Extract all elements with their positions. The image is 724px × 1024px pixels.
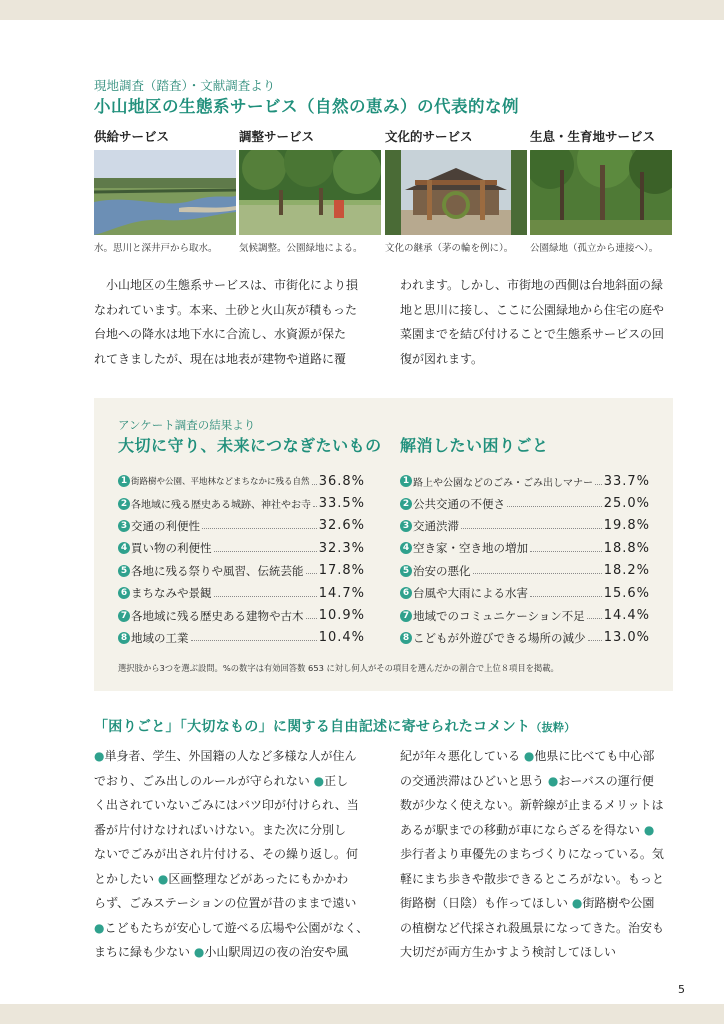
rank-label: 買い物の利便性	[131, 541, 212, 556]
dotted-leader	[202, 528, 317, 529]
dotted-leader	[530, 551, 602, 552]
rank-number-badge: 8	[400, 632, 412, 644]
survey-left-title: 大切に守り、未来につなぎたいもの	[118, 436, 382, 455]
dotted-leader	[461, 528, 602, 529]
comment-line	[94, 940, 370, 965]
rank-row	[118, 492, 365, 514]
rank-percentage: 25.0%	[603, 496, 650, 512]
rank-number-badge: 6	[118, 587, 130, 599]
comment-line	[94, 916, 370, 941]
caption-habitat: 公園緑地（孤立から連接へ）。	[530, 243, 659, 254]
rank-percentage: 15.6%	[603, 585, 650, 601]
rank-row	[400, 627, 650, 649]
rank-number-badge: 5	[400, 565, 412, 577]
comment-text: 街路樹（日陰）も作ってほしい	[400, 896, 572, 910]
section-title: 小山地区の生態系サービス（自然の恵み）の代表的な例	[94, 97, 519, 116]
comment-line	[94, 793, 370, 818]
comment-line	[94, 891, 370, 916]
comment-line	[400, 940, 676, 965]
dotted-leader	[306, 573, 317, 574]
comments-title-suffix: （抜粋）	[530, 721, 576, 734]
river-photo	[94, 150, 236, 235]
rank-number-badge: 6	[400, 587, 412, 599]
rank-percentage: 18.8%	[603, 540, 650, 556]
rank-row	[118, 582, 365, 604]
rank-row	[118, 537, 365, 559]
rank-number-badge: 5	[118, 565, 130, 577]
comments-left-column	[94, 744, 370, 965]
dotted-leader	[507, 506, 602, 507]
rank-number-badge: 7	[118, 610, 130, 622]
bullet-icon: ●	[313, 773, 325, 788]
body-line: われます。しかし、市街地の西側は台地斜面の緑	[400, 278, 664, 292]
survey-subtitle: アンケート調査の結果より	[118, 418, 256, 432]
comments-title-main: 「困りごと」「大切なもの」に関する自由記述に寄せられたコメント	[94, 719, 531, 735]
comment-line	[400, 916, 676, 941]
comment-text: おーバスの運行便	[558, 773, 654, 788]
rank-number-badge: 4	[400, 542, 412, 554]
rank-label: 各地域に残る歴史ある城跡、神社やお寺	[131, 500, 311, 512]
comment-text: 正し	[324, 773, 349, 788]
shrine-photo	[385, 150, 527, 235]
body-line: 台地への降水は地下水に合流し、水資源が保た	[94, 327, 347, 341]
comment-line	[94, 818, 370, 843]
keep-ranking-list	[118, 470, 365, 649]
bullet-icon: ●	[643, 822, 655, 837]
body-line: 小山地区の生態系サービスは、市街化により損	[106, 278, 359, 292]
rank-row	[400, 470, 650, 492]
rank-percentage: 36.8%	[318, 473, 365, 489]
rank-number-badge: 3	[118, 520, 130, 532]
body-line: 復が図れます。	[400, 351, 484, 366]
rank-row	[400, 582, 650, 604]
rank-number-badge: 2	[400, 498, 412, 510]
rank-number-badge: 3	[400, 520, 412, 532]
rank-row	[118, 627, 365, 649]
rank-row	[118, 470, 365, 492]
rank-label: 各地域に残る歴史ある建物や古木	[131, 608, 304, 623]
rank-number-badge: 2	[118, 498, 130, 510]
rank-percentage: 17.8%	[318, 563, 365, 579]
problem-ranking-list	[400, 470, 650, 649]
rank-label: 街路樹や公園、平地林などまちなかに残る自然	[131, 477, 310, 488]
bullet-icon: ●	[193, 945, 205, 959]
comment-text: らず、ごみステーションの位置が昔のままで遠い	[94, 896, 357, 910]
category-label-regulating: 調整サービス	[239, 129, 315, 144]
dotted-leader	[588, 640, 602, 641]
rank-percentage: 10.4%	[318, 630, 365, 646]
rank-percentage: 32.6%	[318, 518, 365, 534]
rank-percentage: 10.9%	[318, 608, 365, 624]
rank-percentage: 19.8%	[603, 518, 650, 534]
body-text-right	[400, 273, 676, 371]
rank-percentage: 33.5%	[318, 496, 365, 512]
comment-text: く出されていないごみにはバツ印が付けられ、当	[94, 798, 359, 812]
bullet-icon: ●	[157, 871, 169, 886]
dotted-leader	[587, 618, 602, 619]
dotted-leader	[214, 596, 317, 597]
comment-line	[400, 793, 676, 818]
comment-line	[94, 744, 370, 769]
comment-text: ないでごみが出され片付ける、その繰り返し。何	[94, 847, 359, 861]
forest-photo	[530, 150, 672, 235]
rank-label: 地域の工業	[131, 630, 189, 645]
comment-line	[400, 867, 676, 892]
comment-text: 歩行者より車優先のまちづくりになっている。気	[400, 847, 664, 861]
section-subtitle: 現地調査（踏査）・文献調査より	[94, 78, 276, 93]
rank-row	[118, 560, 365, 582]
dotted-leader	[473, 573, 602, 574]
rank-label: 空き家・空き地の増加	[413, 541, 528, 556]
comment-line	[94, 867, 370, 892]
bullet-icon: ●	[94, 920, 105, 935]
rank-number-badge: 1	[400, 475, 412, 487]
body-line: なわれています。本来、土砂と火山灰が積もった	[94, 302, 358, 317]
survey-right-title: 解消したい困りごと	[400, 436, 549, 455]
body-line: れてきましたが、現在は地表が建物や道路に覆	[94, 351, 347, 366]
dotted-leader	[214, 551, 317, 552]
caption-cultural: 文化の継承（茅の輪を例に）。	[385, 243, 514, 254]
caption-regulating: 気候調整。公園緑地による。	[239, 243, 363, 254]
rank-row	[400, 515, 650, 537]
comments-right-column	[400, 744, 676, 965]
comment-text: あるが駅までの移動が車にならざるを得ない	[400, 822, 644, 837]
dotted-leader	[312, 484, 317, 485]
dotted-leader	[306, 618, 317, 619]
comment-line	[400, 769, 676, 794]
comment-text: の交通渋滞はひどいと思う	[400, 773, 548, 788]
rank-row	[400, 492, 650, 514]
dotted-leader	[313, 506, 317, 507]
bullet-icon: ●	[523, 749, 535, 763]
rank-percentage: 14.4%	[603, 608, 650, 624]
top-band	[0, 0, 724, 20]
comment-text: 大切だが両方生かすよう検討してほしい	[400, 945, 617, 959]
comment-text: の植樹など代採され殺風景になってきた。治安も	[400, 920, 665, 935]
bullet-icon: ●	[571, 896, 583, 910]
rank-label: 各地に残る祭りや風習、伝統芸能	[131, 563, 304, 578]
comment-text: 他県に比べても中心部	[534, 749, 655, 763]
bullet-icon: ●	[94, 749, 105, 763]
rank-percentage: 33.7%	[603, 473, 650, 489]
comment-line	[400, 744, 676, 769]
comment-text: 番が片付けなければいけない。また次に分別し	[94, 822, 347, 837]
rank-row	[400, 604, 650, 626]
rank-percentage: 14.7%	[318, 585, 365, 601]
rank-percentage: 32.3%	[318, 540, 365, 556]
rank-percentage: 18.2%	[603, 563, 650, 579]
rank-label: 治安の悪化	[413, 563, 471, 578]
comment-text: 紀が年々悪化している	[400, 749, 524, 763]
comment-text: こどもたちが安心して遊べる広場や公園がなく、	[104, 920, 369, 935]
comment-text: 街路樹や公園	[582, 896, 655, 910]
comment-text: とかしたい	[94, 871, 158, 886]
rank-percentage: 13.0%	[603, 630, 650, 646]
comment-text: 軽にまち歩きや散歩できるところがない。もっと	[400, 871, 665, 886]
body-line: 地と思川に接し、ここに公園緑地から住宅の庭や	[400, 302, 665, 317]
rank-label: 地域でのコミュニケーション不足	[413, 608, 585, 623]
comment-line	[94, 769, 370, 794]
rank-label: まちなみや景観	[131, 586, 212, 601]
bottom-band	[0, 1004, 724, 1024]
dotted-leader	[530, 596, 602, 597]
caption-supply: 水。思川と深井戸から取水。	[94, 243, 218, 254]
rank-row	[400, 537, 650, 559]
rank-row	[118, 604, 365, 626]
comment-line	[400, 891, 676, 916]
rank-label: 台風や大雨による水害	[413, 586, 528, 601]
dotted-leader	[191, 640, 317, 641]
rank-label: 路上や公園などのごみ・ごみ出しマナー	[413, 477, 593, 489]
page-number: 5	[678, 983, 685, 996]
rank-label: 交通渋滞	[413, 518, 459, 533]
rank-row	[400, 560, 650, 582]
rank-label: 交通の利便性	[131, 518, 200, 533]
body-line: 菜園までを結び付けることで生態系サービスの回	[400, 327, 665, 341]
rank-number-badge: 1	[118, 475, 130, 487]
bullet-icon: ●	[547, 773, 559, 788]
rank-row	[118, 515, 365, 537]
category-label-cultural: 文化的サービス	[385, 129, 473, 144]
comment-line	[400, 818, 676, 843]
comment-text: 小山駅周辺の夜の治安や風	[204, 945, 349, 959]
rank-number-badge: 4	[118, 542, 130, 554]
park-photo	[239, 150, 381, 235]
rank-label: こどもが外遊びできる場所の減少	[413, 630, 586, 645]
comments-title	[94, 716, 576, 736]
category-label-habitat: 生息・生育地サービス	[530, 129, 656, 144]
comment-text: 単身者、学生、外国籍の人など多様な人が住ん	[104, 749, 357, 763]
comment-line	[400, 842, 676, 867]
comment-text: 数が少なく使えない。新幹線が止まるメリットは	[400, 798, 664, 812]
comment-text: 区画整理などがあったにもかかわ	[168, 871, 349, 886]
body-text-left	[94, 273, 370, 371]
rank-label: 公共交通の不便さ	[413, 496, 505, 511]
rank-number-badge: 8	[118, 632, 130, 644]
comment-line	[94, 842, 370, 867]
comment-text: まちに緑も少ない	[94, 945, 194, 959]
rank-number-badge: 7	[400, 610, 412, 622]
survey-note: 選択肢から3つを選ぶ設問。%の数字は有効回答数 653 に対し何人がその項目を選んだかの割合で上位８項目を掲載。	[118, 663, 559, 673]
dotted-leader	[595, 484, 602, 485]
comment-text: でおり、ごみ出しのルールが守られない	[94, 773, 314, 788]
category-label-supply: 供給サービス	[94, 129, 170, 144]
